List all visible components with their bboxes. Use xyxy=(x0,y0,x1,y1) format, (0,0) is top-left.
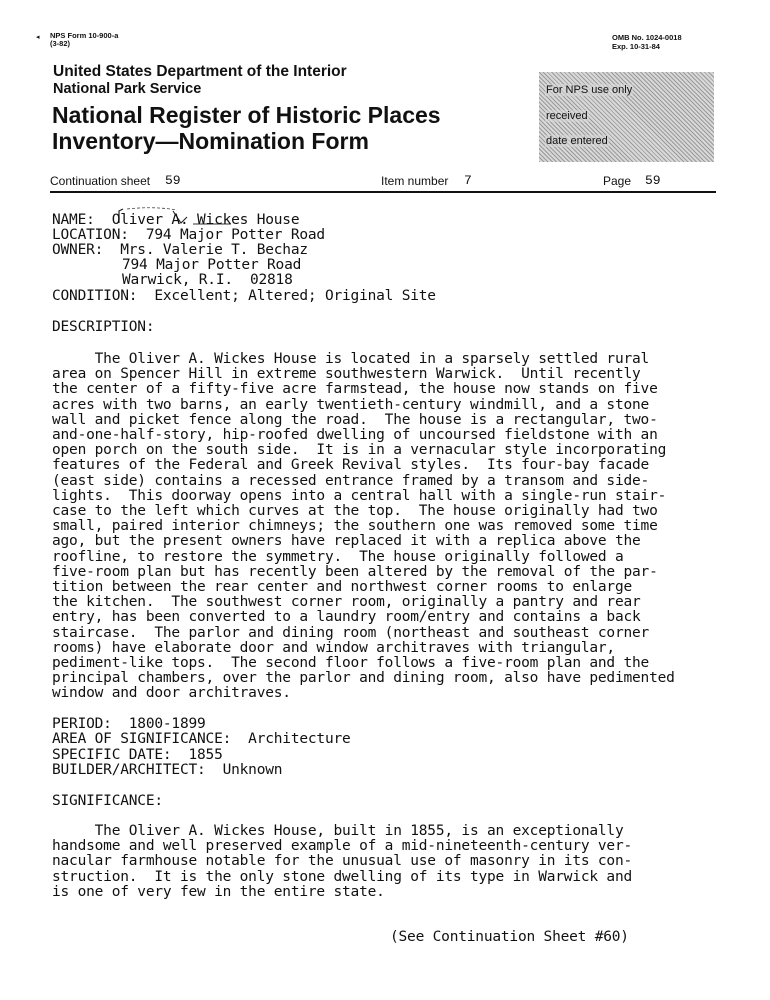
form-id xyxy=(50,32,118,48)
date-entered-label: date entered xyxy=(546,135,608,147)
specific-date-field: SPECIFIC DATE: 1855 xyxy=(52,747,223,763)
significance-paragraph: The Oliver A. Wickes House, built in 1855, is an exceptionally handsome and well preserved example of a mid-nineteenth-century ver- nacular farmhouse notable for the unusual use of masonry in its con- struction. It is the only stone dwelling of its type in Warwick and is one of very few in the entire state. xyxy=(52,823,633,900)
builder-architect-field: BUILDER/ARCHITECT: Unknown xyxy=(52,762,283,778)
owner-city-line: Warwick, R.I. 02818 xyxy=(122,272,293,288)
significance-heading: SIGNIFICANCE: xyxy=(52,793,163,809)
nps-use-only-box xyxy=(539,72,714,162)
header-rule xyxy=(50,191,716,193)
period-field: PERIOD: 1800-1899 xyxy=(52,716,206,732)
form-title-line1: National Register of Historic Places xyxy=(52,102,441,128)
description-paragraph: The Oliver A. Wickes House is located in a sparsely settled rural area on Spencer Hill in extreme southwestern Warwick. Until recently the center of a fifty-five acre farmstead, the house now stands on five acres with two barns, an early twentieth-century windmill, and a stone wall and picket fence along the road. The house is a rectangular, two- and-one-half-story, hip-roofed dwelling of uncoursed fieldstone with an open porch on the south side. It is in a vernacular style incorporating features of the Federal and Greek Revival styles. Its four-bay facade (east side) contains a recessed entrance framed by a transom and side- lights. This doorway opens into a central hall with a single-run stair- case to the left which curves at the top. The house originally had two small, paired interior chimneys; the southern one was removed some time ago, but the present owners have replaced it with a replica above the roofline, to restore the symmetry. The house originally followed a five-room plan but has recently been altered by the removal of the par- tition between the rear center and northwest corner rooms to enlarge the kitchen. The southwest corner room, originally a pantry and rear entry, has been converted to a laundry room/entry and contains a back staircase. The parlor and dining room (northeast and southeast corner rooms) have elaborate door and window architraves with triangular, pediment-like tops. The second floor follows a five-room plan and the principal chambers, over the parlor and dining room, also have pedimented window and door architraves. xyxy=(52,351,675,702)
see-continuation-note: (See Continuation Sheet #60) xyxy=(390,929,629,945)
continuation-sheet-value: 59 xyxy=(165,173,181,188)
omb-block xyxy=(612,33,682,51)
continuation-row xyxy=(50,174,716,190)
received-label: received xyxy=(546,110,588,122)
owner-address-line: 794 Major Potter Road xyxy=(122,257,302,273)
expiration-date: Exp. 10-31-84 xyxy=(612,42,660,51)
form-number: NPS Form 10-900-a xyxy=(50,31,119,40)
name-field: NAME: Oliver A. Wickes House xyxy=(52,212,300,228)
owner-field: OWNER: Mrs. Valerie T. Bechaz xyxy=(52,242,308,258)
area-of-significance-field: AREA OF SIGNIFICANCE: Architecture xyxy=(52,731,351,747)
department-name: United States Department of the Interior xyxy=(53,63,347,80)
continuation-sheet-label: Continuation sheet xyxy=(50,174,151,188)
item-number-value: 7 xyxy=(464,173,472,188)
omb-number: OMB No. 1024-0018 xyxy=(612,33,682,42)
page-value: 59 xyxy=(645,173,661,188)
page-label: Page xyxy=(603,174,632,188)
service-name: National Park Service xyxy=(53,81,202,97)
nps-use-only-label: For NPS use only xyxy=(546,84,633,96)
form-date: (3-82) xyxy=(50,39,71,48)
form-mark-icon: ◂ xyxy=(36,34,40,41)
condition-field: CONDITION: Excellent; Altered; Original Site xyxy=(52,288,436,304)
form-title-line2: Inventory—Nomination Form xyxy=(52,128,369,154)
description-heading: DESCRIPTION: xyxy=(52,319,155,335)
item-number-label: Item number xyxy=(381,174,449,188)
location-field: LOCATION: 794 Major Potter Road xyxy=(52,227,325,243)
